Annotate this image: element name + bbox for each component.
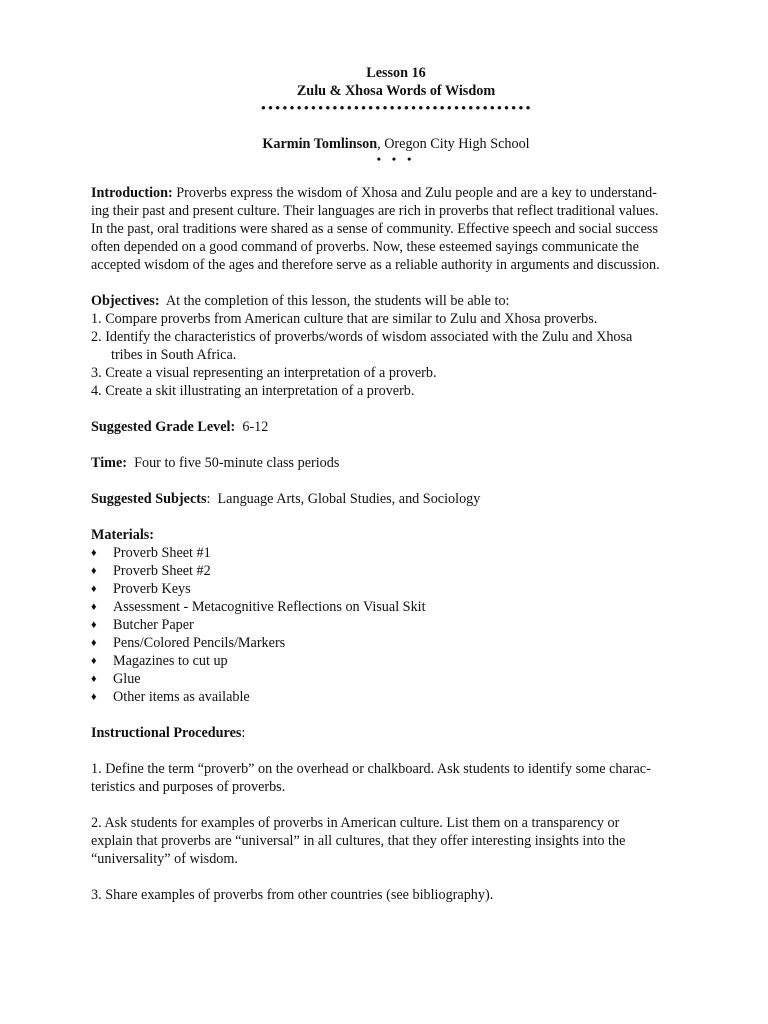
list-item [91, 562, 701, 580]
diamond-bullet-icon: ♦ [91, 673, 97, 685]
author-name: Karmin Tomlinson [262, 136, 378, 152]
procedure-line: teristics and purposes of proverbs. [91, 779, 286, 795]
list-item [91, 598, 701, 616]
author-line [91, 135, 701, 153]
lesson-title: Zulu & Xhosa Words of Wisdom [296, 83, 496, 99]
list-item [91, 652, 701, 670]
introduction-label: Introduction: [91, 185, 173, 201]
introduction-line: often depended on a good command of proverbs. Now, these esteemed sayings communicate the [91, 239, 639, 255]
list-item [91, 634, 701, 652]
procedure-line: 2. Ask students for examples of proverbs in American culture. List them on a transparency or [91, 815, 620, 831]
procedures-section [91, 724, 701, 904]
procedure-line: 1. Define the term “proverb” on the overhead or chalkboard. Ask students to identify some charac- [91, 761, 651, 777]
materials-label: Materials: [91, 527, 155, 543]
objective-item: 1. Compare proverbs from American culture that are similar to Zulu and Xhosa proverbs. [91, 311, 598, 327]
procedure-line: explain that proverbs are “universal” in all cultures, that they offer interesting insights into the [91, 833, 626, 849]
introduction-section [91, 184, 701, 274]
introduction-line: accepted wisdom of the ages and therefore serve as a reliable authority in arguments and discussion. [91, 257, 660, 273]
procedure-line: 3. Share examples of proverbs from other countries (see bibliography). [91, 887, 494, 903]
list-item [91, 688, 701, 706]
diamond-bullet-icon: ♦ [91, 619, 97, 631]
author-divider-dots: • • • [376, 152, 416, 166]
lesson-number: Lesson 16 [366, 65, 426, 81]
time-value: Four to five 50-minute class periods [127, 455, 340, 471]
materials-list [91, 544, 701, 706]
materials-section [91, 526, 701, 706]
diamond-bullet-icon: ♦ [91, 583, 97, 595]
objectives-label: Objectives: [91, 293, 160, 309]
objective-item: 2. Identify the characteristics of proverbs/words of wisdom associated with the Zulu and Xhosa [91, 329, 633, 345]
material-text: Butcher Paper [113, 617, 194, 633]
procedure-line: “universality” of wisdom. [91, 851, 238, 867]
author-school: , Oregon City High School [377, 136, 530, 152]
introduction-line [91, 184, 701, 202]
material-text: Glue [113, 671, 141, 687]
procedure-step [91, 760, 701, 796]
grade-level-section [91, 418, 701, 436]
diamond-bullet-icon: ♦ [91, 565, 97, 577]
introduction-line: ing their past and present culture. Their languages are rich in proverbs that reflect traditional values. [91, 203, 659, 219]
title-divider-dots: •••••••••••••••••••••••••••••••••••••• [261, 100, 533, 115]
objectives-section [91, 292, 701, 400]
grade-level-label: Suggested Grade Level: [91, 419, 236, 435]
list-item [91, 670, 701, 688]
objectives-heading [91, 292, 701, 310]
procedures-colon: : [241, 725, 246, 741]
diamond-bullet-icon: ♦ [91, 547, 97, 559]
diamond-bullet-icon: ♦ [91, 655, 97, 667]
list-item [91, 616, 701, 634]
subjects-section [91, 490, 701, 508]
objective-item: 4. Create a skit illustrating an interpretation of a proverb. [91, 383, 415, 399]
time-section [91, 454, 701, 472]
subjects-value: : Language Arts, Global Studies, and Sociology [206, 491, 481, 507]
material-text: Magazines to cut up [113, 653, 228, 669]
list-item [91, 580, 701, 598]
list-item [91, 544, 701, 562]
objective-item-continued: tribes in South Africa. [111, 347, 237, 363]
material-text: Proverb Sheet #1 [113, 545, 211, 561]
procedure-step [91, 886, 701, 904]
diamond-bullet-icon: ♦ [91, 691, 97, 703]
material-text: Pens/Colored Pencils/Markers [113, 635, 286, 651]
subjects-label: Suggested Subjects [91, 491, 207, 507]
document-page [91, 64, 701, 904]
material-text: Proverb Sheet #2 [113, 563, 211, 579]
procedure-step [91, 814, 701, 868]
material-text: Assessment - Metacognitive Reflections on Visual Skit [113, 599, 426, 615]
material-text: Proverb Keys [113, 581, 191, 597]
introduction-line: In the past, oral traditions were shared as a sense of community. Effective speech and social success [91, 221, 658, 237]
time-label: Time: [91, 455, 127, 471]
objective-item: 3. Create a visual representing an interpretation of a proverb. [91, 365, 437, 381]
grade-level-value: 6-12 [235, 419, 269, 435]
introduction-text: Proverbs express the wisdom of Xhosa and Zulu people and are a key to understand- [172, 185, 657, 201]
material-text: Other items as available [113, 689, 250, 705]
procedures-label: Instructional Procedures [91, 725, 242, 741]
diamond-bullet-icon: ♦ [91, 637, 97, 649]
objectives-intro: At the completion of this lesson, the students will be able to: [159, 293, 510, 309]
diamond-bullet-icon: ♦ [91, 601, 97, 613]
